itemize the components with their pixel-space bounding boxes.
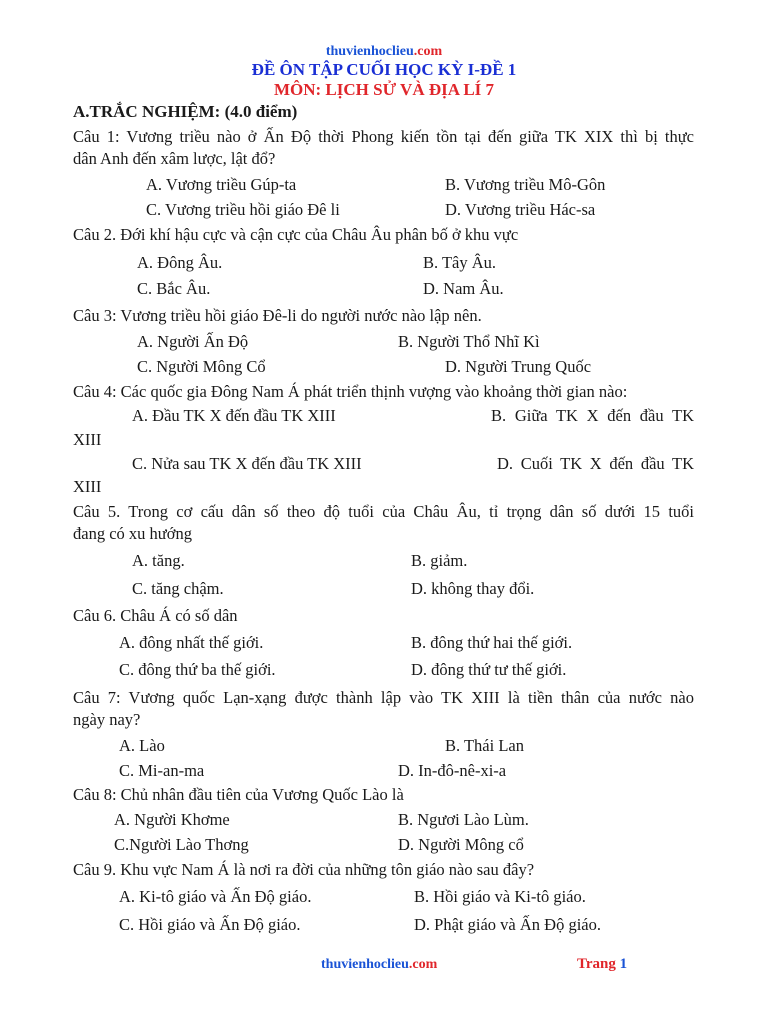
q9-option-b: B. Hồi giáo và Ki-tô giáo. (414, 887, 586, 906)
q7-option-b: B. Thái Lan (445, 736, 524, 755)
question-5-text-cont: đang có xu hướng (73, 524, 192, 543)
q7-option-d: D. In-đô-nê-xi-a (398, 761, 507, 780)
exam-title: ĐỀ ÔN TẬP CUỐI HỌC KỲ I-ĐỀ 1 (251, 60, 517, 79)
question-7-text: Câu 7: Vương quốc Lạn-xạng được thành lập vào TK XIII là tiền thân của nước nào (73, 688, 694, 707)
q2-option-c: C. Bắc Âu. (137, 279, 211, 298)
question-8-text: Câu 8: Chủ nhân đầu tiên của Vương Quốc Lào là (73, 785, 404, 804)
q8-option-b: B. Ngươi Lào Lùm. (398, 810, 529, 829)
q3-option-c: C. Người Mông Cổ (137, 357, 266, 376)
q4-option-a: A. Đầu TK X đến đầu TK XIII (132, 406, 336, 425)
question-7-text-cont: ngày nay? (73, 710, 141, 729)
question-9-text: Câu 9. Khu vực Nam Á là nơi ra đời của những tôn giáo nào sau đây? (73, 860, 535, 879)
q2-option-a: A. Đông Âu. (137, 253, 223, 272)
q1-option-a: A. Vương triều Gúp-ta (146, 175, 297, 194)
question-2-text: Câu 2. Đới khí hậu cực và cận cực của Châu Âu phân bố ở khu vực (73, 225, 519, 244)
q4-option-d: D. Cuối TK X đến đầu TK (497, 454, 694, 473)
q5-option-c: C. tăng chậm. (132, 579, 224, 598)
q1-option-d: D. Vương triều Hác-sa (445, 200, 596, 219)
q3-option-b: B. Người Thổ Nhĩ Kì (398, 332, 540, 351)
q9-option-a: A. Ki-tô giáo và Ấn Độ giáo. (119, 887, 312, 906)
question-4-text: Câu 4: Các quốc gia Đông Nam Á phát triển thịnh vượng vào khoảng thời gian nào: (73, 382, 628, 401)
q1-option-b: B. Vương triều Mô-Gôn (445, 175, 606, 194)
section-title: A.TRẮC NGHIỆM: (4.0 điểm) (73, 102, 298, 121)
q9-option-d: D. Phật giáo và Ấn Độ giáo. (414, 915, 601, 934)
q4-option-b: B. Giữa TK X đến đầu TK (491, 406, 694, 425)
q4-option-c: C. Nửa sau TK X đến đầu TK XIII (132, 454, 362, 473)
page-number: Trang 1 (577, 956, 628, 972)
q5-option-d: D. không thay đổi. (411, 579, 535, 598)
q8-option-a: A. Người Khơme (114, 810, 230, 829)
q8-option-c: C.Người Lào Thơng (114, 835, 249, 854)
subject-title: MÔN: LỊCH SỬ VÀ ĐỊA LÍ 7 (273, 80, 495, 99)
q6-option-d: D. đông thứ tư thế giới. (411, 660, 567, 679)
q7-option-c: C. Mi-an-ma (119, 761, 205, 780)
question-1-text-cont: dân Anh đến xâm lược, lật đổ? (73, 149, 276, 168)
q2-option-d: D. Nam Âu. (423, 279, 504, 298)
header-site-name: thuvienhoclieu.com (325, 44, 443, 59)
question-6-text: Câu 6. Châu Á có số dân (73, 606, 238, 625)
q3-option-a: A. Người Ấn Độ (137, 332, 249, 351)
question-5-text: Câu 5. Trong cơ cấu dân số theo độ tuổi của Châu Âu, tỉ trọng dân số dưới 15 tuổi (73, 502, 694, 521)
footer-site-name: thuvienhoclieu.com (321, 957, 438, 972)
question-3-text: Câu 3: Vương triều hồi giáo Đê-li do người nước nào lập nên. (73, 306, 482, 325)
q4-option-b-cont: XIII (73, 430, 102, 449)
q6-option-b: B. đông thứ hai thế giới. (411, 633, 573, 652)
q1-option-c: C. Vương triều hồi giáo Đê li (146, 200, 340, 219)
q6-option-c: C. đông thứ ba thế giới. (119, 660, 276, 679)
q9-option-c: C. Hồi giáo và Ấn Độ giáo. (119, 915, 301, 934)
q6-option-a: A. đông nhất thế giới. (119, 633, 264, 652)
q8-option-d: D. Người Mông cổ (398, 835, 524, 854)
q7-option-a: A. Lào (119, 736, 165, 755)
question-1-text: Câu 1: Vương triều nào ở Ấn Độ thời Phong kiến tồn tại đến giữa TK XIX thì bị thực (73, 127, 694, 146)
q4-option-d-cont: XIII (73, 477, 102, 496)
q5-option-a: A. tăng. (132, 551, 185, 570)
q2-option-b: B. Tây Âu. (423, 253, 497, 272)
q5-option-b: B. giảm. (411, 551, 468, 570)
q3-option-d: D. Người Trung Quốc (445, 357, 592, 376)
